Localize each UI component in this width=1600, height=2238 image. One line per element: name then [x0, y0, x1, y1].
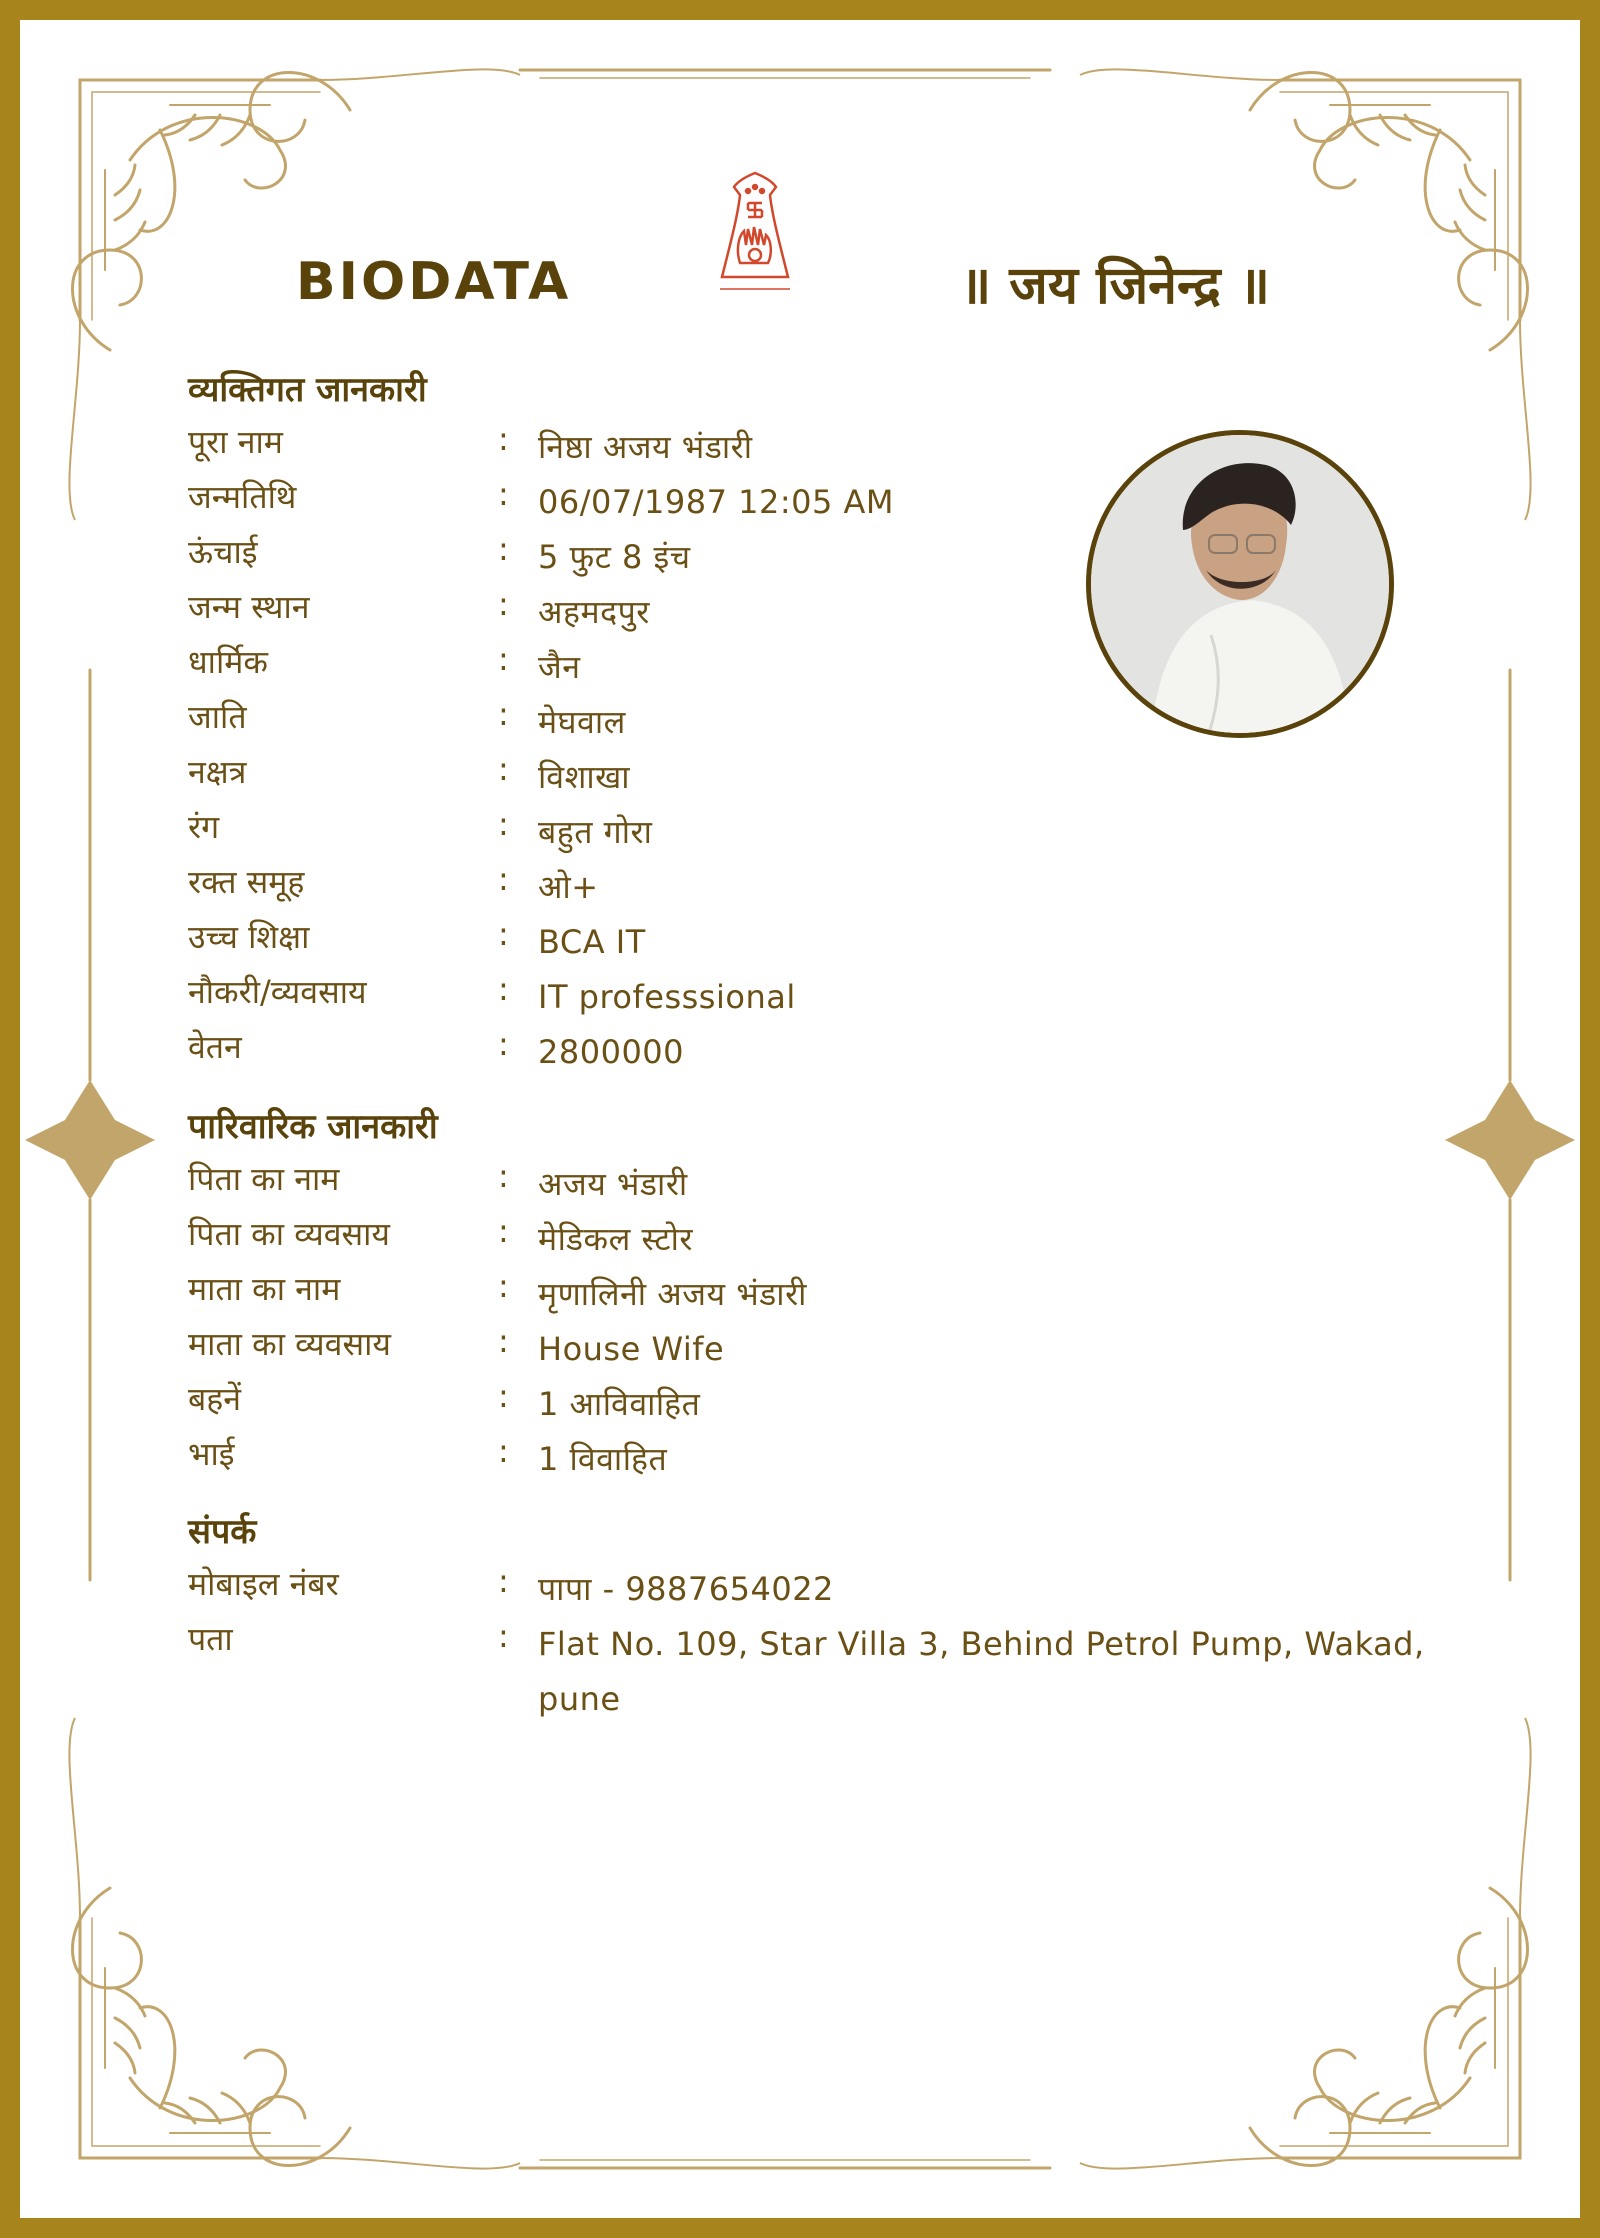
- row-label: वेतन: [188, 1028, 242, 1066]
- row-value: बहुत गोरा: [538, 813, 653, 851]
- row-label: उच्च शिक्षा: [188, 918, 310, 956]
- row-label: माता का व्यवसाय: [188, 1325, 391, 1363]
- row-label: माता का नाम: [188, 1270, 341, 1308]
- row-label: रक्त समूह: [188, 863, 305, 901]
- row-value: मेघवाल: [538, 703, 626, 741]
- row-separator: :: [498, 695, 509, 733]
- row-label: बहनें: [188, 1380, 242, 1418]
- biodata-title: BIODATA: [296, 252, 572, 312]
- row-value: पापा - 9887654022: [538, 1570, 834, 1608]
- row-label: जाति: [188, 698, 247, 736]
- row-value: अजय भंडारी: [538, 1165, 688, 1203]
- row-value: IT professsional: [538, 978, 796, 1016]
- row-label: पिता का नाम: [188, 1160, 340, 1198]
- row-label: पिता का व्यवसाय: [188, 1215, 390, 1253]
- row-label: नौकरी/व्यवसाय: [188, 973, 367, 1011]
- row-separator: :: [498, 640, 509, 678]
- row-value: जैन: [538, 648, 581, 686]
- jain-emblem-icon: [710, 165, 800, 325]
- row-separator: :: [498, 1377, 509, 1415]
- row-separator: :: [498, 1157, 509, 1195]
- row-label: रंग: [188, 808, 220, 846]
- biodata-page: [20, 20, 1580, 2218]
- row-separator: :: [498, 585, 509, 623]
- row-value: BCA IT: [538, 923, 646, 961]
- row-separator: :: [498, 1322, 509, 1360]
- row-value: 5 फुट 8 इंच: [538, 538, 691, 576]
- row-separator: :: [498, 1432, 509, 1470]
- row-separator: :: [498, 750, 509, 788]
- row-label: धार्मिक: [188, 643, 268, 681]
- row-separator: :: [498, 420, 509, 458]
- row-value: 06/07/1987 12:05 AM: [538, 483, 894, 521]
- row-separator: :: [498, 805, 509, 843]
- row-separator: :: [498, 860, 509, 898]
- row-separator: :: [498, 1562, 509, 1600]
- row-label: पता: [188, 1620, 233, 1658]
- row-value: 1 आविवाहित: [538, 1385, 701, 1423]
- row-label: मोबाइल नंबर: [188, 1565, 339, 1603]
- row-separator: :: [498, 915, 509, 953]
- row-value: मेडिकल स्टोर: [538, 1220, 693, 1258]
- row-value: House Wife: [538, 1330, 725, 1368]
- row-separator: :: [498, 475, 509, 513]
- row-value: विशाखा: [538, 758, 631, 796]
- row-separator: :: [498, 1025, 509, 1063]
- row-value: मृणालिनी अजय भंडारी: [538, 1275, 807, 1313]
- row-separator: :: [498, 1267, 509, 1305]
- row-value: Flat No. 109, Star Villa 3, Behind Petrol Pump, Wakad, pune: [538, 1625, 1425, 1718]
- section-heading-family: पारिवारिक जानकारी: [188, 1107, 438, 1147]
- row-value: निष्ठा अजय भंडारी: [538, 428, 753, 466]
- row-label: भाई: [188, 1435, 235, 1473]
- row-value: 2800000: [538, 1033, 685, 1071]
- row-label: जन्मतिथि: [188, 478, 297, 516]
- row-value: 1 विवाहित: [538, 1440, 668, 1478]
- row-value: अहमदपुर: [538, 593, 650, 631]
- row-separator: :: [498, 1212, 509, 1250]
- row-label: जन्म स्थान: [188, 588, 310, 626]
- row-separator: :: [498, 1617, 509, 1655]
- section-heading-contact: संपर्क: [188, 1512, 257, 1552]
- row-separator: :: [498, 530, 509, 568]
- section-heading-personal: व्यक्तिगत जानकारी: [188, 370, 427, 410]
- row-label: ऊंचाई: [188, 533, 258, 571]
- row-label: नक्षत्र: [188, 753, 247, 791]
- row-value: ओ+: [538, 868, 599, 906]
- row-separator: :: [498, 970, 509, 1008]
- row-label: पूरा नाम: [188, 423, 283, 461]
- jai-jinendra-title: ॥ जय जिनेन्द्र ॥: [960, 256, 1270, 316]
